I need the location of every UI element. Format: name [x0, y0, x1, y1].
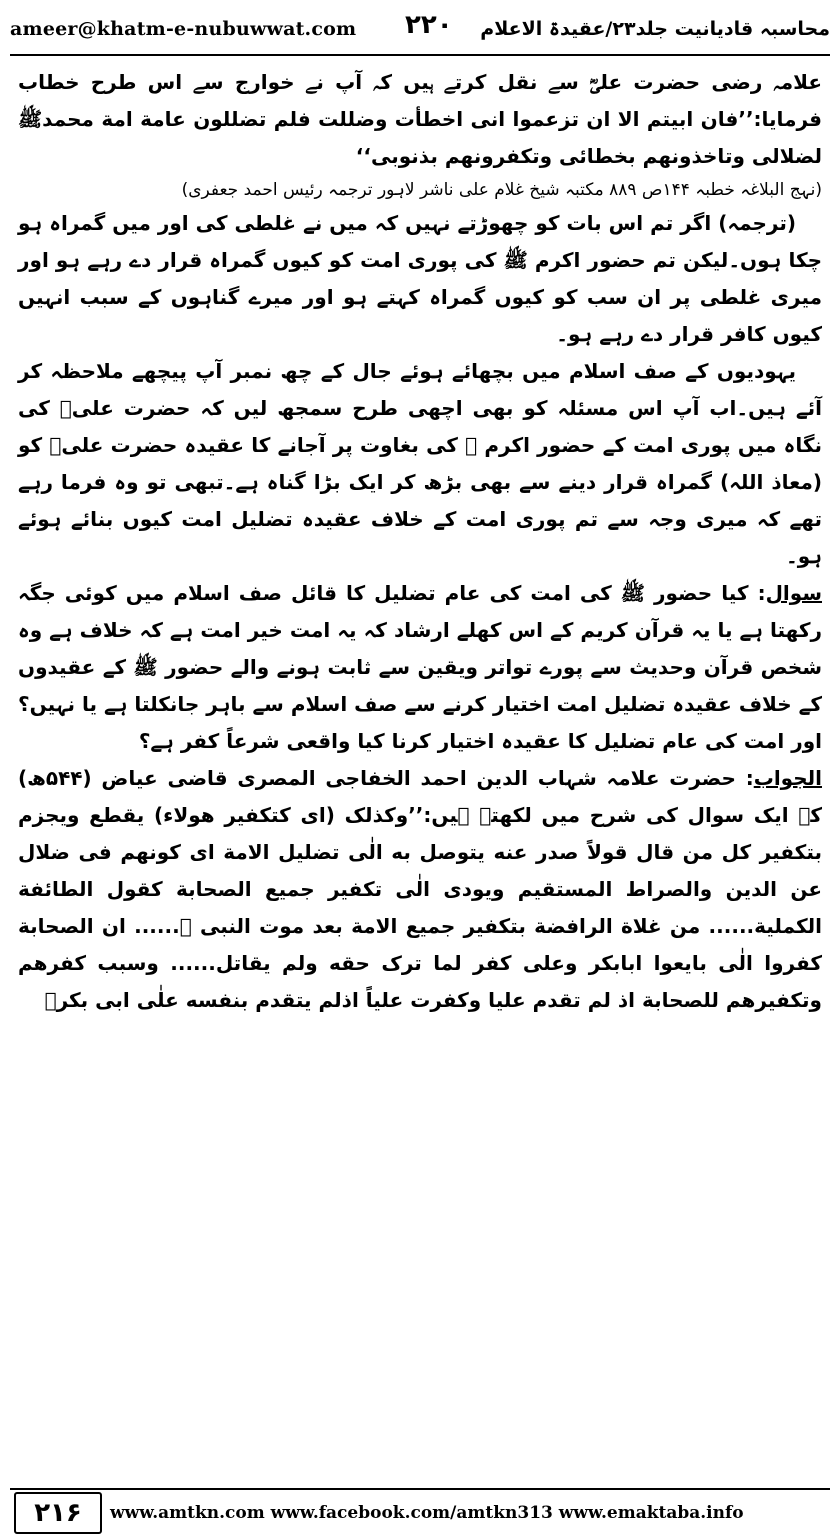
page-header: [10, 6, 830, 52]
header-book-title: محاسبہ قادیانیت جلد۲۳/عقیدۃ الاعلام: [480, 18, 830, 40]
header-page-number: ۲۲۰: [405, 10, 453, 40]
question-text: : کیا حضور ﷺ کی امت کی عام تضلیل کا قائل صف اسلام میں کوئی جگہ رکھتا ہے یا یہ قرآن کریم کے اس کھلے ارشاد کہ یہ امت خیر امت ہے کہ خلاف ہے وہ شخص قرآن وحدیث سے پورے تواتر ویقین سے ثابت ہونے والے حضور ﷺ کے عقیدوں کے خلاف عقیدہ تضلیل امت اختیار کرنے سے صف اسلام سے باہر جانکلتا ہے یا نہیں؟ اور امت کی عام تضلیل کا عقیدہ اختیار کرنا کیا واقعی شرعاً کفر ہے؟: [18, 581, 822, 753]
paragraph-translation: (ترجمہ) اگر تم اس بات کو چھوڑتے نہیں کہ میں نے غلطی کی اور میں گمراہ ہو چکا ہوں۔لیکن تم حضور اکرم ﷺ کی پوری امت کو کیوں گمراہ قرار دے رہے ہو اور میری غلطی پر ان سب کو کیوں گمراہ کہتے ہو اور میرے گناہوں کے سبب انہیں کیوں کافر قرار دے رہے ہو۔: [18, 211, 822, 346]
header-email: ameer@khatm-e-nubuwwat.com: [10, 18, 357, 40]
paragraph-quote-intro: [18, 64, 822, 175]
question-label: سوال: [765, 581, 822, 605]
quote-arabic-text: فان ابیتم الا ان تزعموا انی اخطأت وضللت فلم تضللون عامة امة محمدﷺ لضلالی وتاخذونهم بخطائی وتکفرونهم بذنوبی: [18, 107, 822, 168]
answer-text: : حضرت علامہ شہاب الدین احمد الخفاجی المصری قاضی عیاض (۵۴۴ھ) کے ایک سوال کی شرح میں لکھتے ہیں:’’: [18, 766, 822, 827]
footer-page-number: ۲۱۶: [14, 1492, 102, 1534]
page-body: [18, 64, 822, 1480]
quote-intro-text: علامہ رضی حضرت علیؓ سے نقل کرتے ہیں کہ آپ نے خوارج سے اس طرح خطاب فرمایا:’’: [18, 70, 822, 131]
header-divider: [10, 54, 830, 56]
paragraph-answer: [18, 760, 822, 1019]
answer-arabic-text: وکذلک (ای کتکفیر هولاء) یقطع ویجزم بتکفیر کل من قال قولاً صدر عنه یتوصل به الٰی تضلیل الامة ای کونهم فی ضلال عن الدین والصراط المستقیم ویودی الٰی تکفیر جمیع الصحابة کقول الطائفة الکملیة...... من غلاة الرافضة بتکفیر جمیع الامة بعد موت النبی ﷺ...... ان الصحابة کفروا الٰی بایعوا ابابکر وعلی کفر لما ترک حقه ولم یقاتل...... وسبب کفرهم وتکفیرهم للصحابة اذ لم تقدم علیا وکفرت علیاً اذلم یتقدم بنفسه علٰی ابی بکرؓ: [18, 803, 822, 1012]
paragraph-discussion: یہودیوں کے صف اسلام میں بچھائے ہوئے جال کے چھ نمبر آپ پیچھے ملاحظہ کر آئے ہیں۔اب آپ اس مسئلہ کو بھی اچھی طرح سمجھ لیں کہ حضرت علیؓ کی نگاہ میں پوری امت کے حضور اکرم ﷺ کی بغاوت پر آجانے کا عقیدہ حضرت علیؓ کو (معاذ اللہ) گمراہ قرار دینے سے بھی بڑھ کر ایک بڑا گناہ ہے۔تبھی تو وہ فرما رہے تھے کہ میری وجہ سے تم پوری امت کے خلاف عقیدہ تضلیل امت کیوں بنائے ہوئے ہو۔: [18, 359, 822, 568]
footer-website-links[interactable]: www.amtkn.com www.facebook.com/amtkn313 www.emaktaba.info: [110, 1503, 744, 1523]
page-footer: [10, 1488, 830, 1536]
reference-citation: (نہج البلاغہ خطبہ ۱۴۴ص ۸۸۹ مکتبہ شیخ غلام علی ناشر لاہور ترجمہ رئیس احمد جعفری): [181, 180, 822, 200]
quote-close-mark: ‘‘: [355, 144, 371, 168]
paragraph-question: [18, 575, 822, 760]
answer-label: الجواب: [753, 766, 822, 790]
